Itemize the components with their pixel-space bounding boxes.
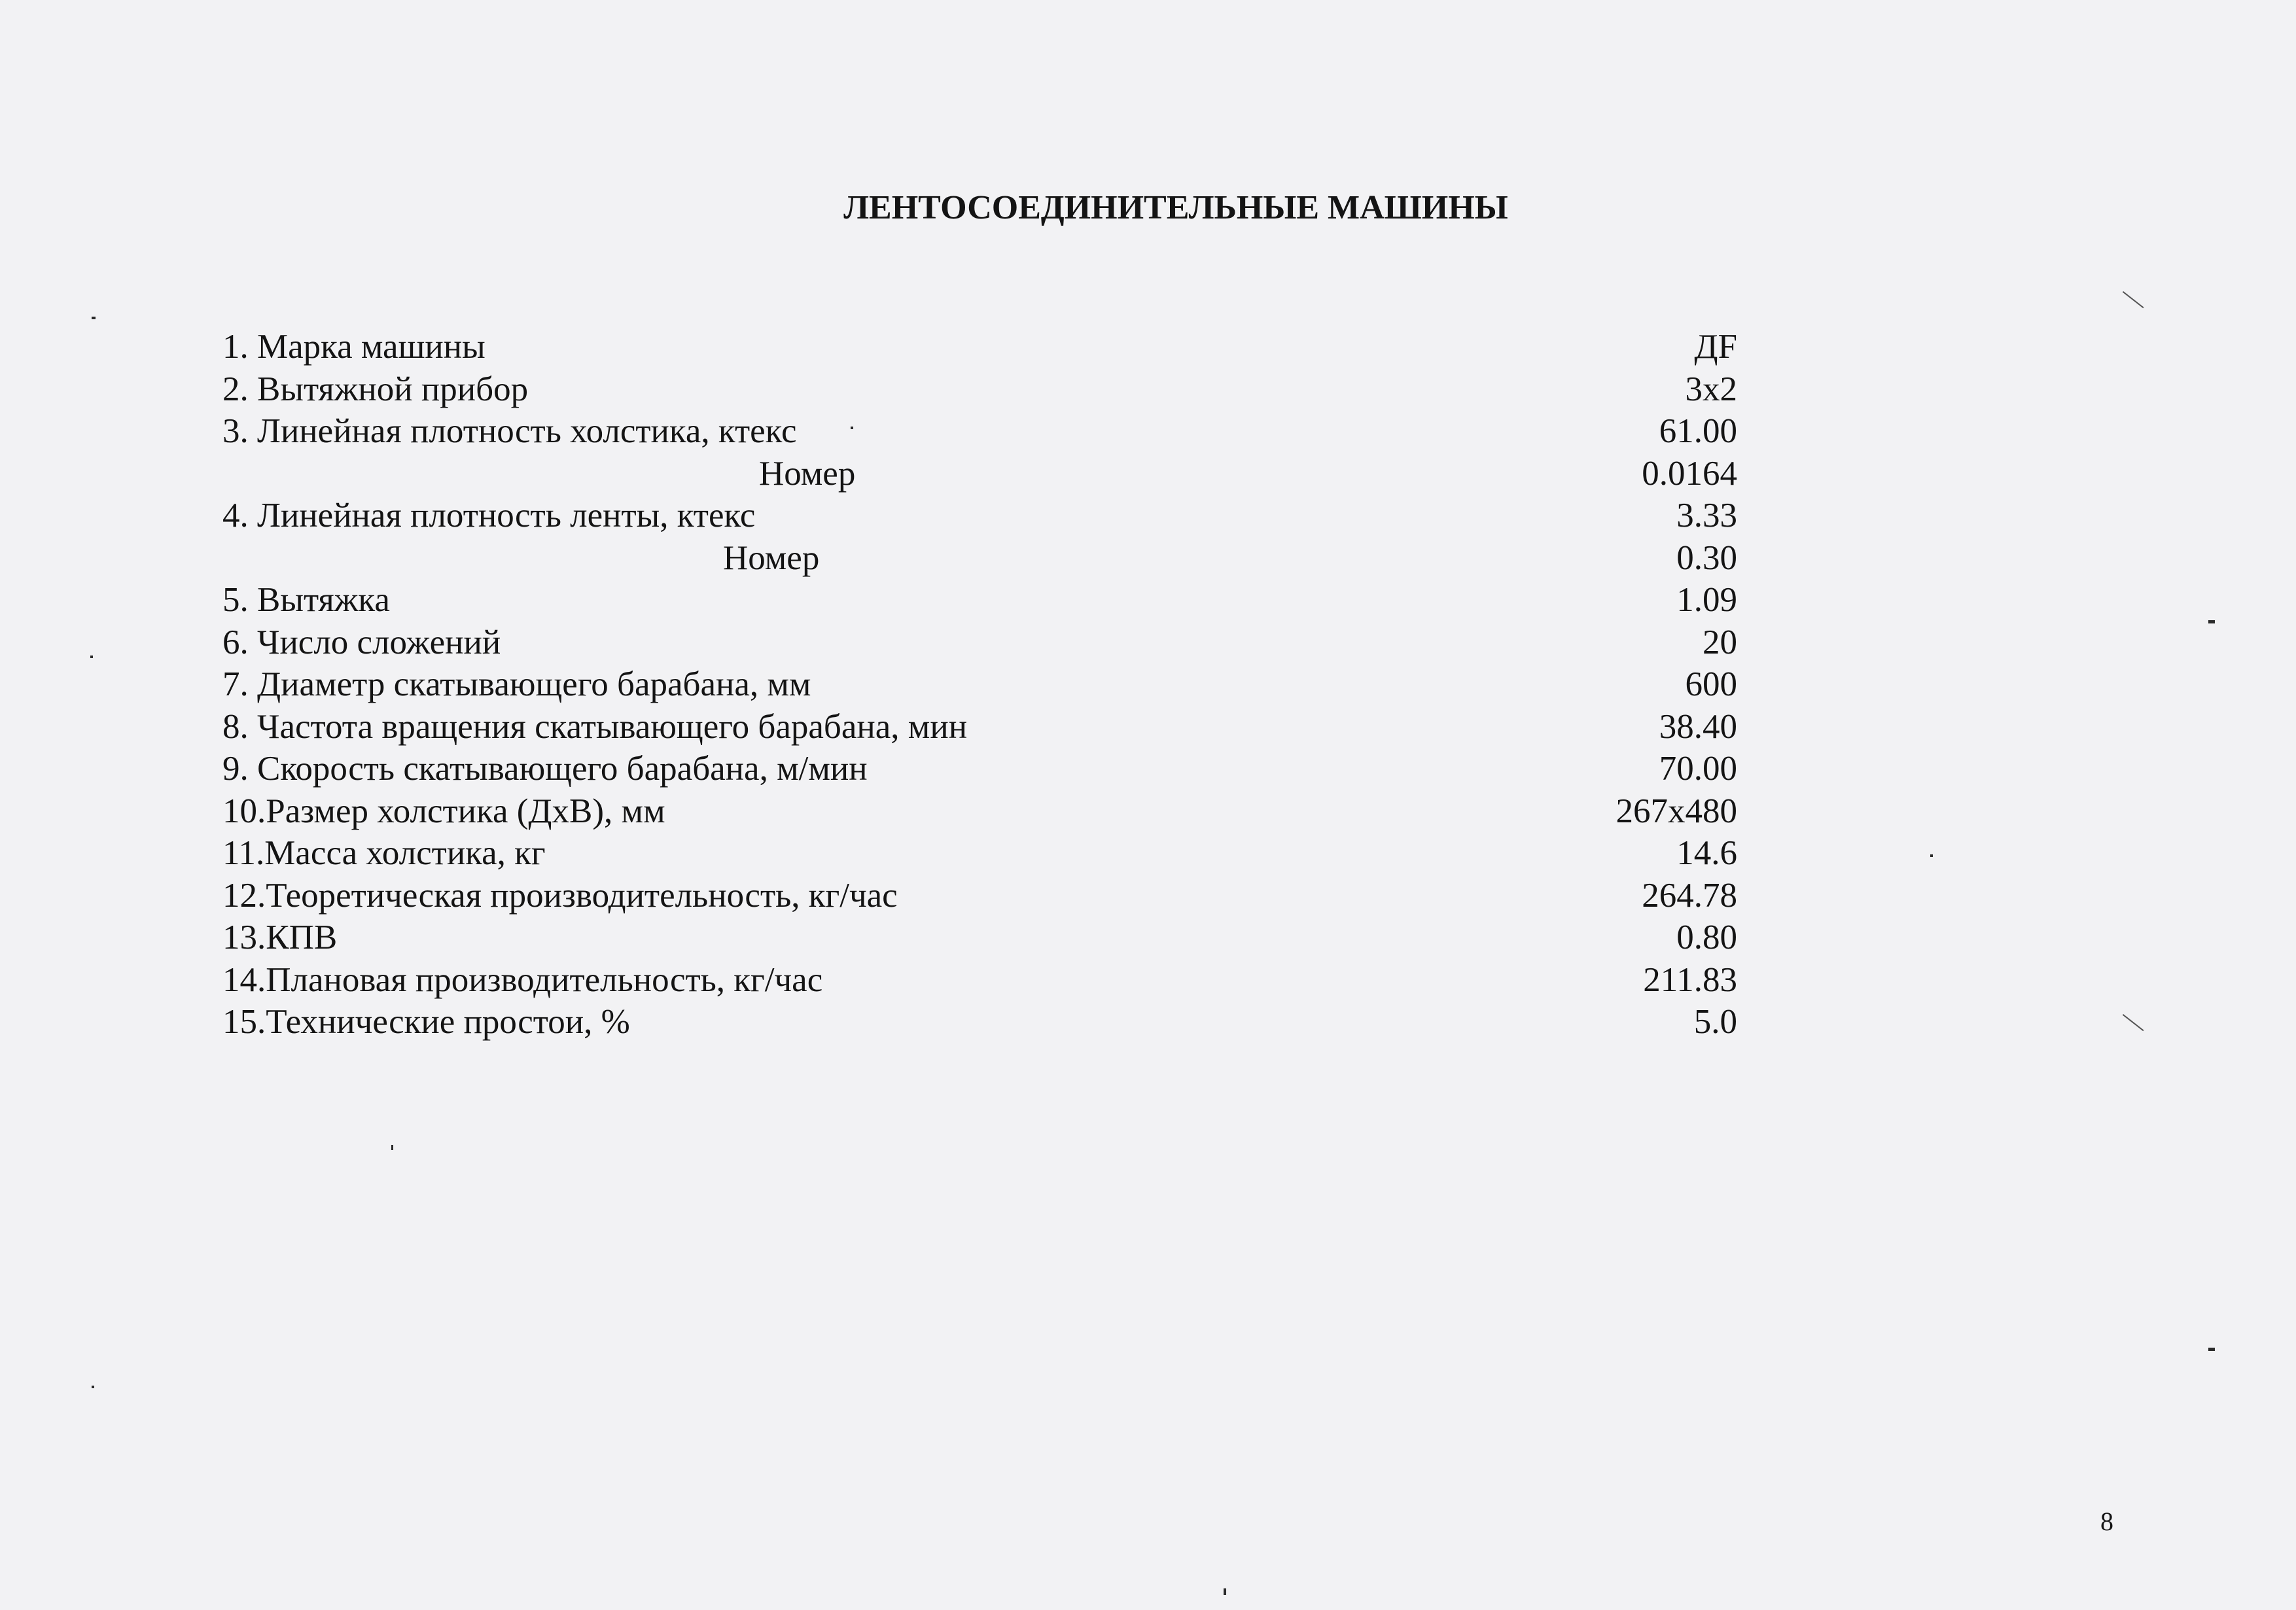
spec-value: 20 [1703,623,1737,661]
spec-row-lap-count [222,453,1737,495]
scan-speck [2208,620,2215,623]
page-title: ЛЕНТОСОЕДИНИТЕЛЬНЫЕ МАШИНЫ [843,189,1508,226]
spec-label: 5. Вытяжка [222,581,390,619]
spec-label: 14.Плановая производительность, кг/час [222,960,823,999]
spec-row-lap-size [222,790,1737,833]
scan-speck [2123,291,2144,308]
spec-label: 15.Технические простои, % [222,1003,630,1041]
spec-value: 61.00 [1659,412,1737,450]
scan-speck [2123,1014,2144,1031]
spec-label: 10.Размер холстика (ДхВ), мм [222,792,665,830]
spec-row-lap-mass [222,832,1737,875]
spec-value: 0.30 [1676,538,1737,577]
spec-label: 9. Скорость скатывающего барабана, м/мин [222,750,868,788]
scan-speck [851,427,853,429]
scan-speck [2208,1348,2215,1351]
scan-speck [92,1386,94,1388]
spec-list [222,326,1737,1043]
spec-label: 3. Линейная плотность холстика, ктекс [222,412,797,450]
spec-label: 12.Теоретическая производительность, кг/час [222,876,898,915]
spec-label: Номер [723,538,820,577]
spec-row-sliver-linear-density [222,495,1737,537]
spec-value: 264.78 [1642,876,1737,915]
spec-value: 3.33 [1676,497,1737,534]
spec-row-machine-brand [222,326,1737,368]
scan-speck [90,656,93,658]
spec-label: Номер [759,454,856,493]
spec-value: 1.09 [1676,581,1737,619]
spec-row-efficiency [222,917,1737,959]
spec-value: 14.6 [1676,834,1737,872]
spec-label: 1. Марка машины [222,328,486,366]
spec-value: 3x2 [1685,370,1737,408]
page-number: 8 [2100,1507,2113,1536]
spec-label: 13.КПВ [222,919,338,956]
spec-value: 0.0164 [1642,454,1737,493]
spec-row-drum-diameter [222,663,1737,706]
spec-value: 267x480 [1616,792,1737,830]
spec-row-sliver-count [222,537,1737,580]
spec-row-lap-linear-density [222,410,1737,453]
spec-value: ДF [1694,328,1737,366]
scan-speck [391,1145,393,1150]
spec-value: 211.83 [1643,960,1737,999]
spec-row-draft [222,579,1737,621]
spec-row-drafting-device [222,368,1737,411]
spec-row-doublings [222,621,1737,664]
spec-label: 6. Число сложений [222,623,501,661]
spec-row-drum-rotation [222,706,1737,748]
spec-row-drum-speed [222,748,1737,790]
spec-value: 70.00 [1659,750,1737,788]
spec-label: 8. Частота вращения скатывающего барабана, мин [222,707,968,746]
spec-row-downtime [222,1001,1737,1043]
scan-speck [1930,854,1933,857]
spec-label: 7. Диаметр скатывающего барабана, мм [222,665,811,703]
spec-row-theoretical-output [222,875,1737,917]
spec-label: 4. Линейная плотность ленты, ктекс [222,497,756,534]
spec-label: 11.Масса холстика, кг [222,834,546,872]
scan-speck [92,317,96,319]
spec-label: 2. Вытяжной прибор [222,370,529,408]
spec-row-planned-output [222,959,1737,1002]
spec-value: 600 [1685,665,1737,703]
spec-value: 0.80 [1676,919,1737,956]
spec-value: 38.40 [1659,707,1737,746]
spec-value: 5.0 [1693,1003,1737,1041]
scan-speck [1224,1588,1226,1595]
